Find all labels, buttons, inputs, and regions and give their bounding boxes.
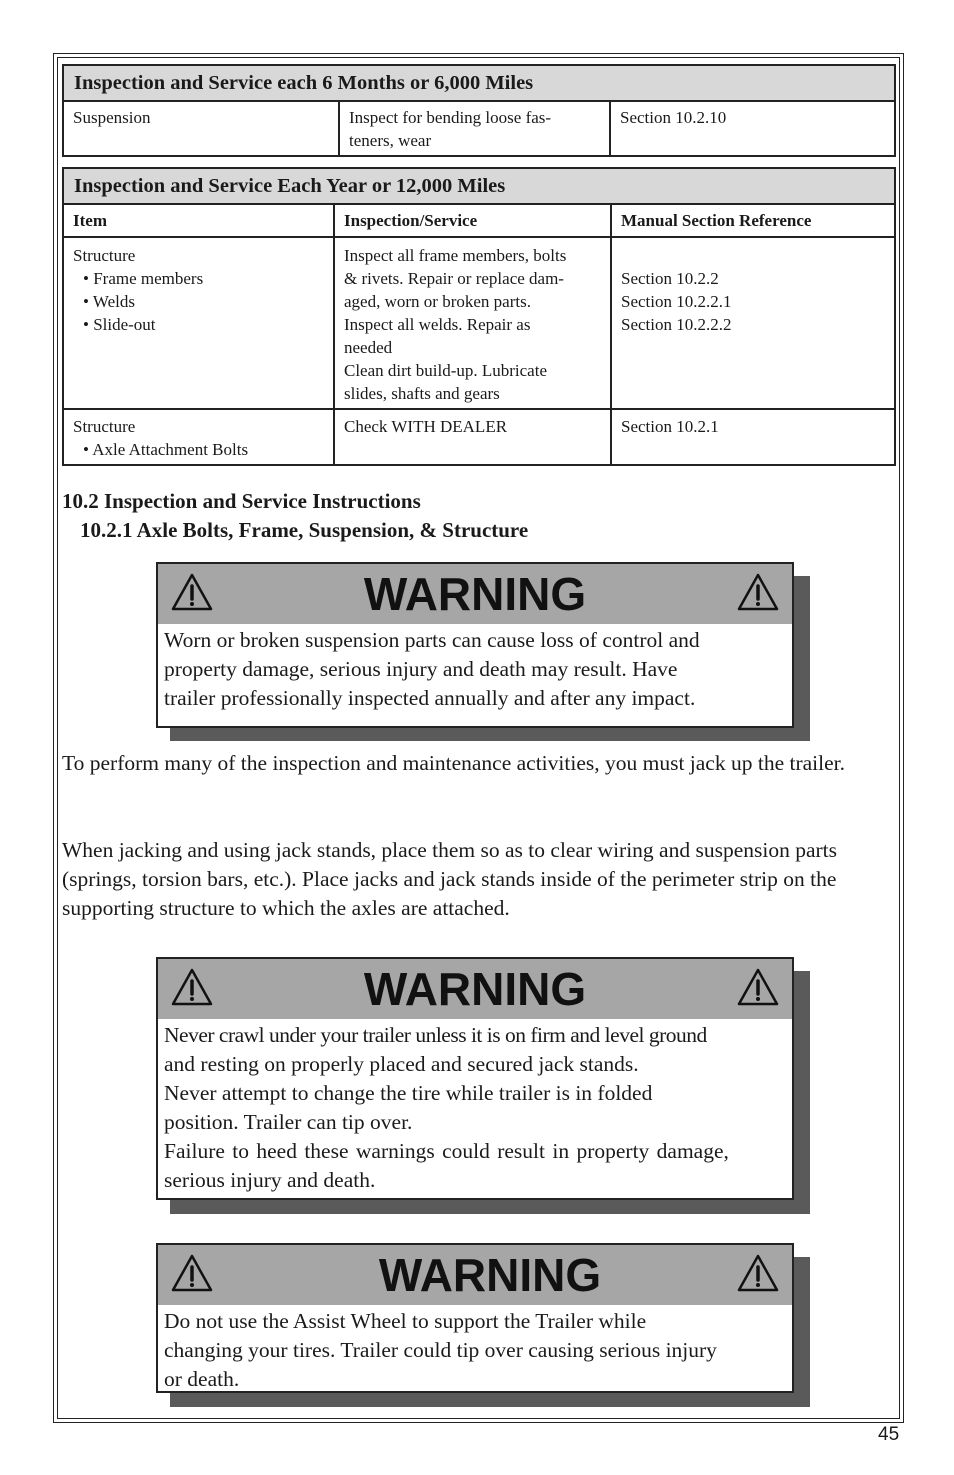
section-heading: 10.2 Inspection and Service Instructions <box>62 489 421 513</box>
warning-text <box>158 1305 792 1400</box>
warning-title: WARNING <box>378 1249 602 1301</box>
reference-line: Section 10.2.2 <box>621 269 719 288</box>
warning-line: serious injury and death. <box>164 1168 376 1192</box>
warning-title: WARNING <box>363 568 587 620</box>
item-title: Structure <box>73 417 136 436</box>
service-line: Inspect all welds. Repair as <box>344 315 531 334</box>
paragraph: When jacking and using jack stands, place them so as to clear wiring and suspension parts (springs, torsion bars, etc.). Place jacks and jack stands inside of the perimeter strip on the supporting structure to which the axles are attached. <box>62 838 837 920</box>
reference-cell <box>611 237 895 409</box>
warning-header <box>158 564 792 624</box>
subsection-heading: 10.2.1 Axle Bolts, Frame, Suspension, & Structure <box>80 518 529 542</box>
reference-line: Section 10.2.2.2 <box>621 315 732 334</box>
service-line: aged, worn or broken parts. <box>344 292 531 311</box>
item-title: Structure <box>73 246 136 265</box>
service-cell <box>334 237 611 409</box>
table-row <box>63 101 895 156</box>
warning-triangle-icon <box>736 1253 780 1293</box>
reference-cell: Section 10.2.1 <box>611 409 895 465</box>
warning-line: trailer professionally inspected annually and after any impact. <box>164 686 696 710</box>
warning-header <box>158 1245 792 1305</box>
table-row <box>63 237 895 409</box>
warning-line: Never crawl under your trailer unless it is on firm and level ground <box>164 1023 707 1047</box>
service-line: needed <box>344 338 393 357</box>
warning-line: or death. <box>164 1367 240 1391</box>
warning-line: and resting on properly placed and secured jack stands. <box>164 1052 639 1076</box>
warning-line: property damage, serious injury and death may result. Have <box>164 657 678 681</box>
reference-cell: Section 10.2.10 <box>610 101 895 156</box>
table-row <box>63 409 895 465</box>
warning-text <box>158 624 792 719</box>
service-table-yearly <box>62 167 896 466</box>
item-cell: Suspension <box>63 101 339 156</box>
item-bullet: • Axle Attachment Bolts <box>83 440 249 459</box>
service-line: & rivets. Repair or replace dam- <box>344 269 564 288</box>
warning-triangle-icon <box>736 572 780 612</box>
warning-title: WARNING <box>363 963 587 1015</box>
service-cell: Inspect for bending loose fas- teners, wear <box>339 101 610 156</box>
item-cell <box>63 409 334 465</box>
warning-triangle-icon <box>736 967 780 1007</box>
item-bullet: • Welds <box>83 292 135 311</box>
warning-line: changing your tires. Trailer could tip over causing serious injury <box>164 1338 717 1362</box>
warning-box <box>156 562 794 728</box>
warning-line: Failure to heed these warnings could result in property damage, <box>164 1139 729 1163</box>
service-table-6-months <box>62 64 896 157</box>
item-bullet: • Slide-out <box>83 315 156 334</box>
column-header-reference: Manual Section Reference <box>611 204 895 237</box>
warning-box <box>156 957 794 1200</box>
service-cell: Check WITH DEALER <box>334 409 611 465</box>
service-line: Clean dirt build-up. Lubricate <box>344 361 547 380</box>
service-line: slides, shafts and gears <box>344 384 500 403</box>
table-title: Inspection and Service each 6 Months or 6,000 Miles <box>63 65 895 101</box>
item-cell <box>63 237 334 409</box>
paragraph: To perform many of the inspection and maintenance activities, you must jack up the trailer. <box>62 751 846 775</box>
warning-line: position. Trailer can tip over. <box>164 1110 413 1134</box>
warning-header <box>158 959 792 1019</box>
table-title: Inspection and Service Each Year or 12,000 Miles <box>63 168 895 204</box>
service-line: Inspect all frame members, bolts <box>344 246 567 265</box>
warning-line: Worn or broken suspension parts can cause loss of control and <box>164 628 700 652</box>
table-header-row <box>63 204 895 237</box>
warning-line: Never attempt to change the tire while trailer is in folded <box>164 1081 653 1105</box>
reference-line: Section 10.2.2.1 <box>621 292 732 311</box>
item-bullet: • Frame members <box>83 269 204 288</box>
column-header-service: Inspection/Service <box>334 204 611 237</box>
warning-line: Do not use the Assist Wheel to support the Trailer while <box>164 1309 647 1333</box>
warning-text <box>158 1019 792 1201</box>
warning-box <box>156 1243 794 1393</box>
column-header-item: Item <box>63 204 334 237</box>
page-number: 45 <box>878 1424 900 1445</box>
